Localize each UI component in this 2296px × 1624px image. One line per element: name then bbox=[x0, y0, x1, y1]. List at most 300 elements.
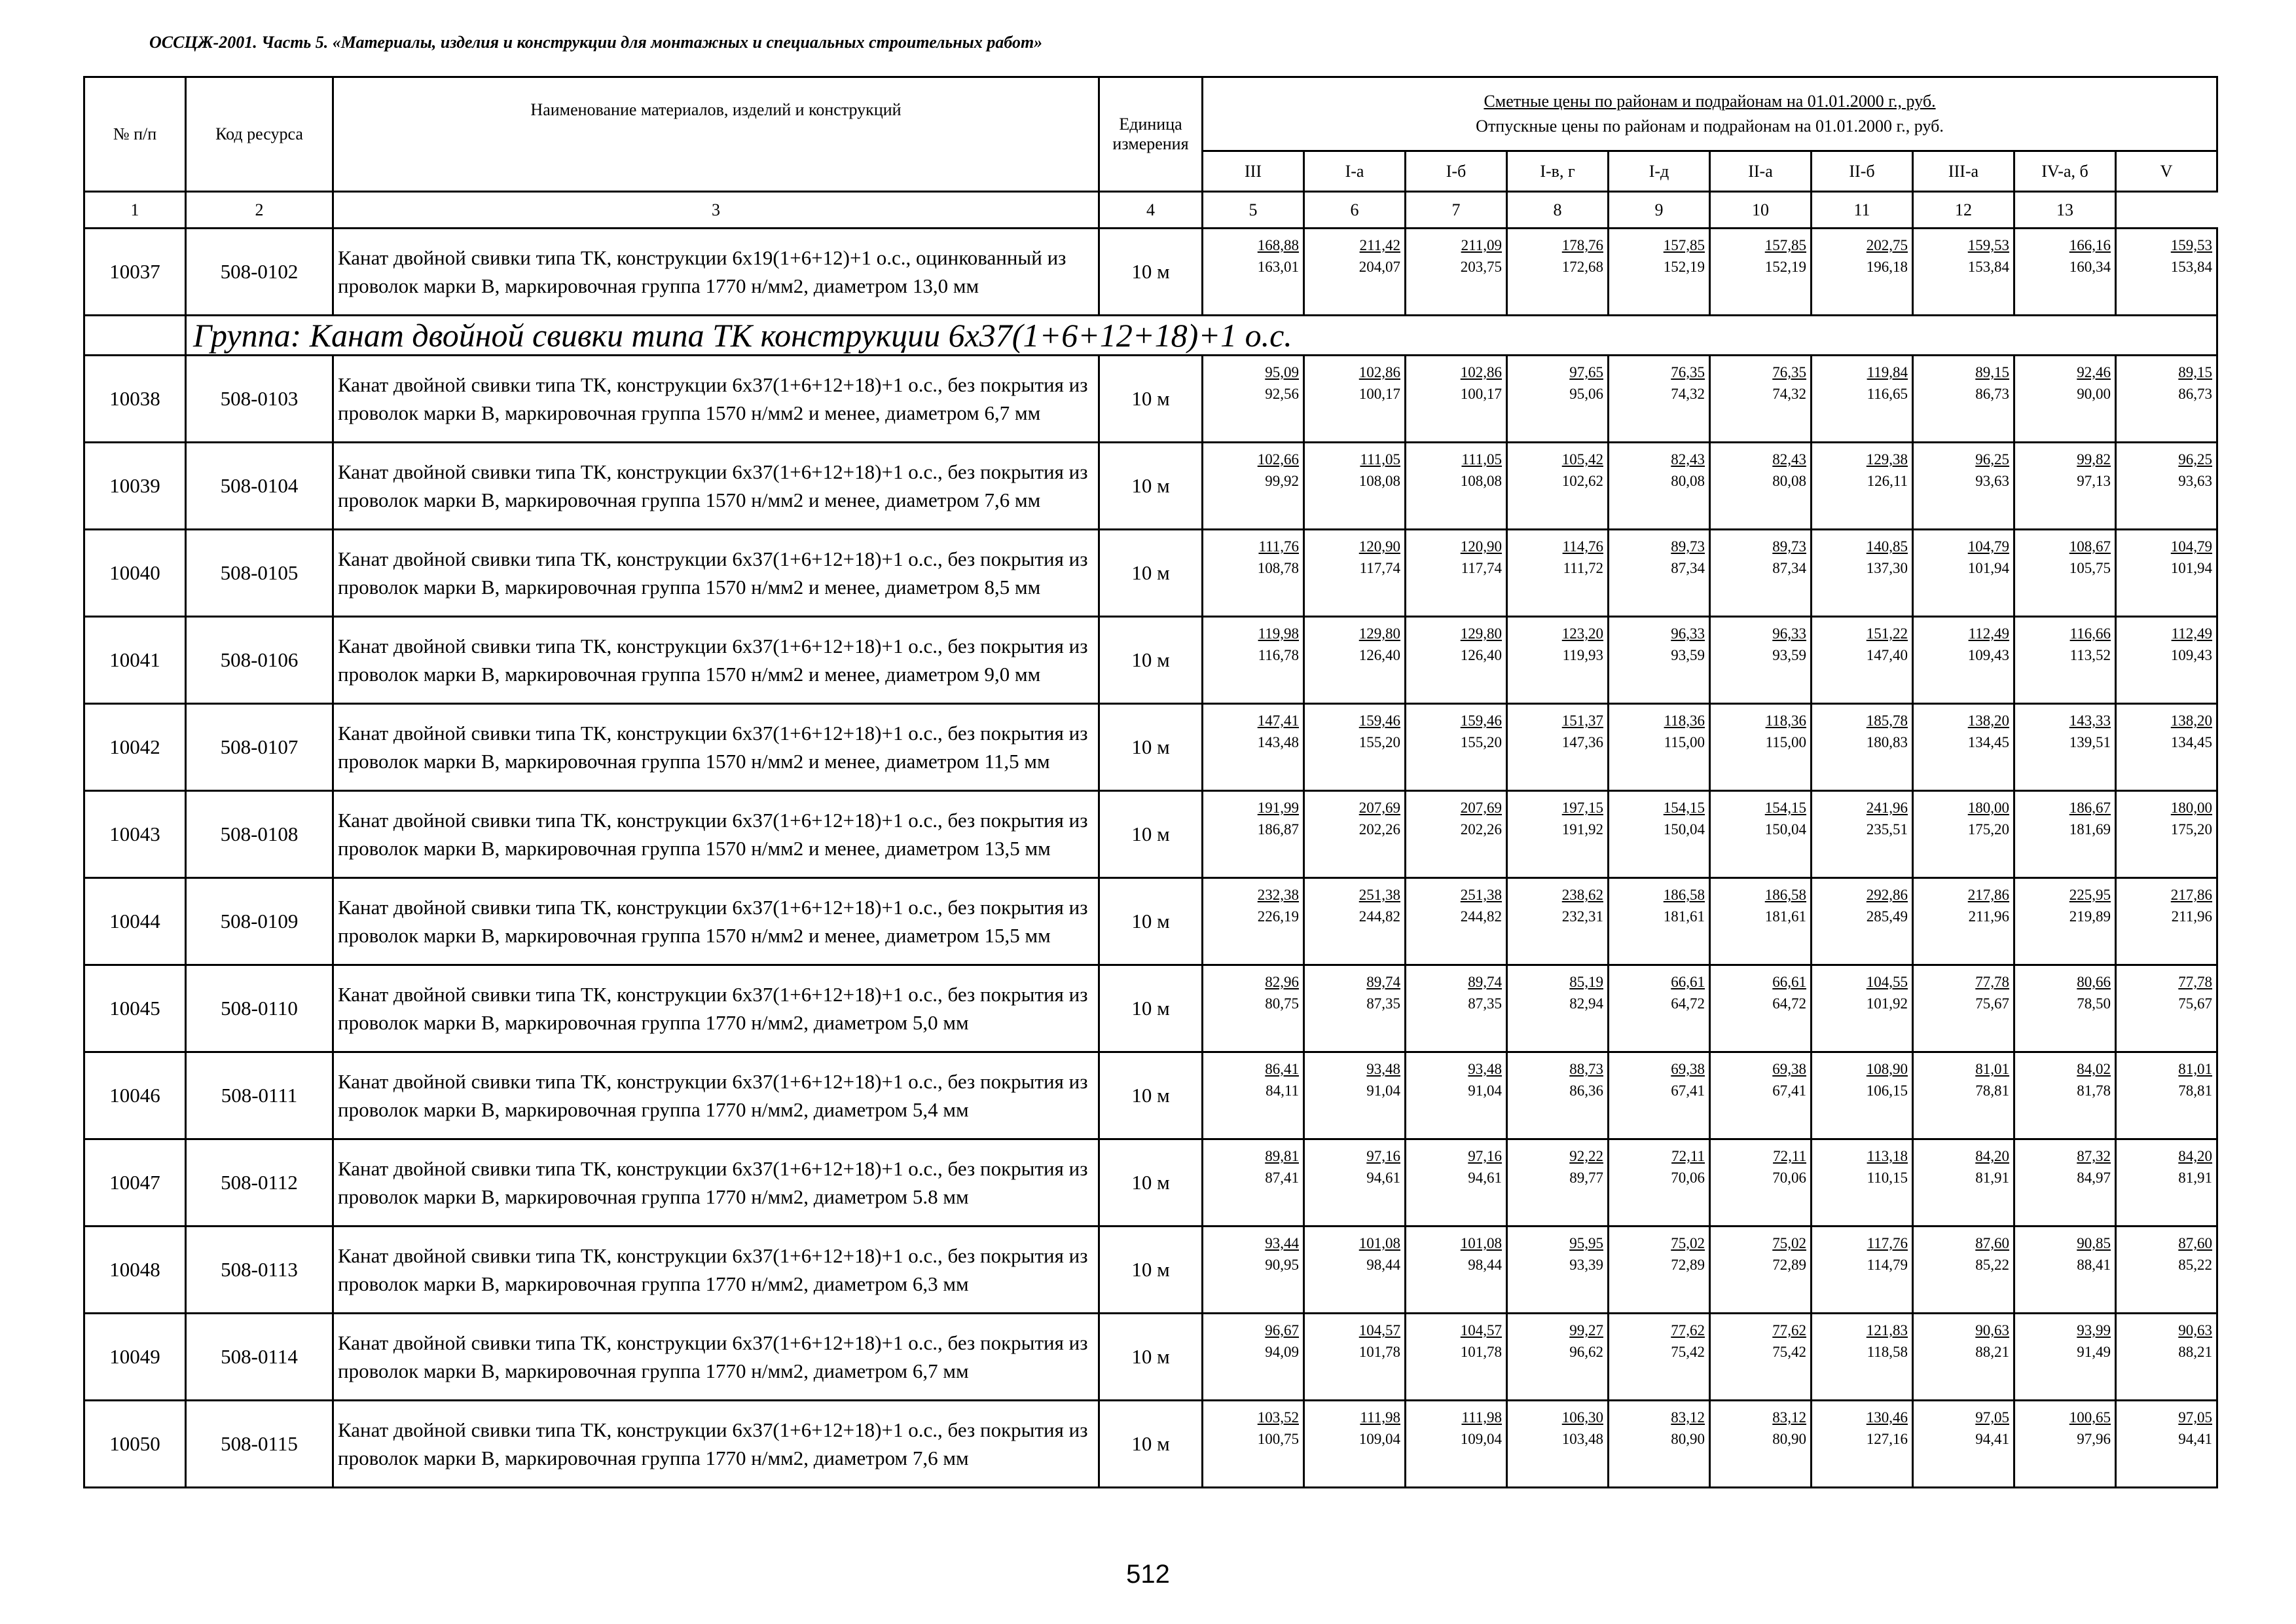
price-cell bbox=[2116, 1227, 2217, 1314]
price-cell bbox=[1507, 791, 1609, 878]
release-price: 244,82 bbox=[1358, 908, 1400, 925]
estimate-price: 95,09 bbox=[1265, 364, 1299, 380]
estimate-price: 111,98 bbox=[1360, 1409, 1400, 1426]
release-price: 67,41 bbox=[1772, 1082, 1806, 1099]
estimate-price: 89,81 bbox=[1265, 1148, 1299, 1164]
price-cell bbox=[1406, 704, 1507, 791]
material-name: Канат двойной свивки типа ТК, конструкции 6х37(1+6+12+18)+1 о.с., без покрытия из проволок марки В, маркировочная группа 1570 н/мм2 и менее, диаметром 8,5 мм bbox=[333, 530, 1099, 617]
row-number: 10041 bbox=[84, 617, 186, 704]
row-number: 10048 bbox=[84, 1227, 186, 1314]
table-row bbox=[84, 1139, 2217, 1227]
estimate-price: 111,98 bbox=[1461, 1409, 1502, 1426]
table-row bbox=[84, 530, 2217, 617]
release-price: 235,51 bbox=[1866, 821, 1908, 838]
estimate-price: 84,02 bbox=[2077, 1061, 2111, 1077]
resource-code: 508-0105 bbox=[186, 530, 333, 617]
estimate-price: 120,90 bbox=[1358, 538, 1400, 555]
price-cell bbox=[1710, 791, 1812, 878]
price-cell bbox=[1304, 878, 1406, 965]
price-cell bbox=[1507, 1314, 1609, 1401]
release-price: 155,20 bbox=[1358, 734, 1400, 750]
page-number: 512 bbox=[1126, 1560, 1170, 1589]
column-number: 4 bbox=[1099, 192, 1203, 229]
price-cell bbox=[1203, 965, 1304, 1052]
price-cell bbox=[2014, 617, 2116, 704]
unit: 10 м bbox=[1099, 704, 1203, 791]
estimate-price: 104,57 bbox=[1358, 1322, 1400, 1338]
estimate-price: 104,55 bbox=[1866, 974, 1908, 990]
price-cell bbox=[1304, 617, 1406, 704]
resource-code: 508-0102 bbox=[186, 229, 333, 316]
price-cell bbox=[1812, 530, 1913, 617]
price-cell bbox=[1304, 1401, 1406, 1488]
price-cell bbox=[1203, 878, 1304, 965]
row-number: 10037 bbox=[84, 229, 186, 316]
material-name: Канат двойной свивки типа ТК, конструкции 6х37(1+6+12+18)+1 о.с., без покрытия из проволок марки В, маркировочная группа 1570 н/мм2 и менее, диаметром 7,6 мм bbox=[333, 443, 1099, 530]
estimate-price: 138,20 bbox=[1967, 712, 2009, 729]
release-price: 186,87 bbox=[1257, 821, 1299, 838]
table-row bbox=[84, 965, 2217, 1052]
resource-code: 508-0113 bbox=[186, 1227, 333, 1314]
material-name: Канат двойной свивки типа ТК, конструкции 6х37(1+6+12+18)+1 о.с., без покрытия из проволок марки В, маркировочная группа 1570 н/мм2 и менее, диаметром 13,5 мм bbox=[333, 791, 1099, 878]
release-price: 109,04 bbox=[1460, 1431, 1502, 1447]
header-name: Наименование материалов, изделий и конструкций bbox=[333, 77, 1099, 192]
estimate-price: 129,80 bbox=[1358, 625, 1400, 642]
column-number: 7 bbox=[1406, 192, 1507, 229]
estimate-price: 87,60 bbox=[1975, 1235, 2009, 1251]
estimate-price: 93,48 bbox=[1468, 1061, 1502, 1077]
price-cell bbox=[1710, 1052, 1812, 1139]
release-price: 97,13 bbox=[2077, 473, 2111, 489]
estimate-price: 89,15 bbox=[2178, 364, 2213, 380]
header-row bbox=[84, 77, 2217, 151]
price-cell bbox=[2014, 530, 2116, 617]
estimate-price: 111,05 bbox=[1461, 451, 1502, 468]
header-prices bbox=[1203, 77, 2217, 151]
estimate-price: 121,83 bbox=[1866, 1322, 1908, 1338]
price-cell bbox=[2116, 617, 2217, 704]
release-price: 86,73 bbox=[2178, 386, 2213, 402]
price-cell bbox=[1507, 1052, 1609, 1139]
release-price: 232,31 bbox=[1561, 908, 1603, 925]
column-number: 11 bbox=[1812, 192, 1913, 229]
release-price: 191,92 bbox=[1561, 821, 1603, 838]
price-cell bbox=[1609, 356, 1710, 443]
estimate-price: 69,38 bbox=[1772, 1061, 1806, 1077]
estimate-price: 76,35 bbox=[1772, 364, 1806, 380]
region-header: I-а bbox=[1304, 151, 1406, 192]
price-cell bbox=[1304, 530, 1406, 617]
unit: 10 м bbox=[1099, 791, 1203, 878]
price-cell bbox=[2014, 356, 2116, 443]
estimate-price: 89,15 bbox=[1975, 364, 2009, 380]
estimate-price: 232,38 bbox=[1257, 887, 1299, 903]
estimate-price: 90,63 bbox=[2178, 1322, 2213, 1338]
material-name: Канат двойной свивки типа ТК, конструкции 6х37(1+6+12+18)+1 о.с., без покрытия из проволок марки В, маркировочная группа 1770 н/мм2, диаметром 5,0 мм bbox=[333, 965, 1099, 1052]
unit: 10 м bbox=[1099, 443, 1203, 530]
release-price: 93,63 bbox=[1975, 473, 2009, 489]
release-price: 101,78 bbox=[1460, 1344, 1502, 1360]
price-cell bbox=[1203, 704, 1304, 791]
release-price: 87,35 bbox=[1468, 995, 1502, 1012]
estimate-price: 86,41 bbox=[1265, 1061, 1299, 1077]
resource-code: 508-0111 bbox=[186, 1052, 333, 1139]
material-name: Канат двойной свивки типа ТК, конструкции 6х37(1+6+12+18)+1 о.с., без покрытия из проволок марки В, маркировочная группа 1570 н/мм2 и менее, диаметром 6,7 мм bbox=[333, 356, 1099, 443]
release-price: 108,08 bbox=[1358, 473, 1400, 489]
release-price: 110,15 bbox=[1867, 1170, 1908, 1186]
release-price: 89,77 bbox=[1569, 1170, 1603, 1186]
estimate-price: 97,65 bbox=[1569, 364, 1603, 380]
price-cell bbox=[1304, 1314, 1406, 1401]
estimate-price: 99,82 bbox=[2077, 451, 2111, 468]
estimate-price: 178,76 bbox=[1561, 237, 1603, 253]
row-number: 10044 bbox=[84, 878, 186, 965]
release-price: 126,11 bbox=[1867, 473, 1908, 489]
estimate-price: 207,69 bbox=[1358, 800, 1400, 816]
estimate-price: 180,00 bbox=[2170, 800, 2213, 816]
estimate-price: 77,78 bbox=[2178, 974, 2213, 990]
estimate-price: 251,38 bbox=[1460, 887, 1502, 903]
estimate-price: 96,33 bbox=[1772, 625, 1806, 642]
estimate-price: 97,05 bbox=[1975, 1409, 2009, 1426]
material-name: Канат двойной свивки типа ТК, конструкции 6х37(1+6+12+18)+1 о.с., без покрытия из проволок марки В, маркировочная группа 1770 н/мм2, диаметром 7,6 мм bbox=[333, 1401, 1099, 1488]
release-price: 94,41 bbox=[1975, 1431, 2009, 1447]
release-price: 147,36 bbox=[1561, 734, 1603, 750]
release-price: 93,39 bbox=[1569, 1257, 1603, 1273]
estimate-price: 159,53 bbox=[2170, 237, 2213, 253]
price-cell bbox=[1812, 229, 1913, 316]
table-row bbox=[84, 443, 2217, 530]
price-cell bbox=[2116, 356, 2217, 443]
unit: 10 м bbox=[1099, 878, 1203, 965]
estimate-price: 119,98 bbox=[1258, 625, 1299, 642]
unit: 10 м bbox=[1099, 356, 1203, 443]
release-price: 113,52 bbox=[2069, 647, 2111, 663]
estimate-price: 97,16 bbox=[1366, 1148, 1400, 1164]
price-cell bbox=[1507, 1401, 1609, 1488]
price-cell bbox=[1609, 530, 1710, 617]
material-name: Канат двойной свивки типа ТК, конструкции 6х37(1+6+12+18)+1 о.с., без покрытия из проволок марки В, маркировочная группа 1770 н/мм2, диаметром 6,7 мм bbox=[333, 1314, 1099, 1401]
release-price: 115,00 bbox=[1765, 734, 1806, 750]
release-price: 75,67 bbox=[1975, 995, 2009, 1012]
price-cell bbox=[1507, 530, 1609, 617]
price-cell bbox=[1913, 1139, 2014, 1227]
estimate-price: 95,95 bbox=[1569, 1235, 1603, 1251]
release-price: 90,95 bbox=[1265, 1257, 1299, 1273]
unit: 10 м bbox=[1099, 965, 1203, 1052]
table-row bbox=[84, 1401, 2217, 1488]
release-price: 116,78 bbox=[1258, 647, 1299, 663]
estimate-price: 75,02 bbox=[1671, 1235, 1705, 1251]
estimate-price: 106,30 bbox=[1561, 1409, 1603, 1426]
estimate-price: 151,37 bbox=[1561, 712, 1603, 729]
price-cell bbox=[1609, 1139, 1710, 1227]
price-cell bbox=[1609, 1052, 1710, 1139]
region-header: I-в, г bbox=[1507, 151, 1609, 192]
price-cell bbox=[1812, 791, 1913, 878]
price-cell bbox=[1913, 878, 2014, 965]
release-price: 153,84 bbox=[2170, 259, 2213, 275]
estimate-price: 154,15 bbox=[1663, 800, 1705, 816]
estimate-price: 77,62 bbox=[1772, 1322, 1806, 1338]
column-number: 2 bbox=[186, 192, 333, 229]
estimate-price: 84,20 bbox=[1975, 1148, 2009, 1164]
estimate-price: 207,69 bbox=[1460, 800, 1502, 816]
price-cell bbox=[1710, 878, 1812, 965]
price-cell bbox=[2014, 1052, 2116, 1139]
price-cell bbox=[1507, 704, 1609, 791]
release-price: 134,45 bbox=[2170, 734, 2213, 750]
estimate-price: 72,11 bbox=[1671, 1148, 1705, 1164]
release-price: 87,35 bbox=[1366, 995, 1400, 1012]
region-header: I-б bbox=[1406, 151, 1507, 192]
release-price: 153,84 bbox=[1967, 259, 2009, 275]
column-number: 10 bbox=[1710, 192, 1812, 229]
release-price: 108,08 bbox=[1460, 473, 1502, 489]
estimate-price: 82,43 bbox=[1671, 451, 1705, 468]
price-cell bbox=[1812, 617, 1913, 704]
estimate-price: 168,88 bbox=[1257, 237, 1299, 253]
region-header: II-б bbox=[1812, 151, 1913, 192]
row-number: 10050 bbox=[84, 1401, 186, 1488]
estimate-price: 105,42 bbox=[1561, 451, 1603, 468]
price-cell bbox=[2116, 530, 2217, 617]
estimate-price: 166,16 bbox=[2069, 237, 2111, 253]
release-price: 204,07 bbox=[1358, 259, 1400, 275]
estimate-price: 130,46 bbox=[1866, 1409, 1908, 1426]
release-price: 93,59 bbox=[1671, 647, 1705, 663]
price-cell bbox=[1304, 1227, 1406, 1314]
release-price: 117,74 bbox=[1461, 560, 1502, 576]
estimate-price: 97,05 bbox=[2178, 1409, 2213, 1426]
release-price: 109,04 bbox=[1358, 1431, 1400, 1447]
estimate-price: 89,73 bbox=[1772, 538, 1806, 555]
estimate-price: 180,00 bbox=[1967, 800, 2009, 816]
release-price: 106,15 bbox=[1866, 1082, 1908, 1099]
release-price: 78,81 bbox=[1975, 1082, 2009, 1099]
estimate-price: 129,80 bbox=[1460, 625, 1502, 642]
release-price: 70,06 bbox=[1772, 1170, 1806, 1186]
group-title: Группа: Канат двойной свивки типа ТК конструкции 6х37(1+6+12+18)+1 о.с. bbox=[186, 316, 2217, 356]
price-cell bbox=[1913, 530, 2014, 617]
release-price: 80,75 bbox=[1265, 995, 1299, 1012]
price-cell bbox=[2014, 229, 2116, 316]
release-price: 109,43 bbox=[1967, 647, 2009, 663]
release-price: 101,92 bbox=[1866, 995, 1908, 1012]
price-cell bbox=[1812, 1227, 1913, 1314]
release-price: 64,72 bbox=[1772, 995, 1806, 1012]
row-number: 10039 bbox=[84, 443, 186, 530]
release-price: 74,32 bbox=[1671, 386, 1705, 402]
row-number: 10038 bbox=[84, 356, 186, 443]
table-row bbox=[84, 1314, 2217, 1401]
price-cell bbox=[2116, 878, 2217, 965]
resource-code: 508-0114 bbox=[186, 1314, 333, 1401]
release-price: 100,75 bbox=[1257, 1431, 1299, 1447]
release-price: 118,58 bbox=[1867, 1344, 1908, 1360]
release-price: 101,94 bbox=[2170, 560, 2213, 576]
header-unit: Единица измерения bbox=[1099, 77, 1203, 192]
estimate-price: 120,90 bbox=[1460, 538, 1502, 555]
release-price: 152,19 bbox=[1663, 259, 1705, 275]
release-price: 102,62 bbox=[1561, 473, 1603, 489]
release-price: 88,41 bbox=[2077, 1257, 2111, 1273]
price-cell bbox=[2116, 1401, 2217, 1488]
price-cell bbox=[2116, 965, 2217, 1052]
estimate-price: 159,46 bbox=[1358, 712, 1400, 729]
price-cell bbox=[1203, 229, 1304, 316]
price-cell bbox=[1812, 878, 1913, 965]
price-cell bbox=[1203, 530, 1304, 617]
release-price: 100,17 bbox=[1358, 386, 1400, 402]
release-price: 81,78 bbox=[2077, 1082, 2111, 1099]
column-number: 8 bbox=[1507, 192, 1609, 229]
price-cell bbox=[1304, 1139, 1406, 1227]
price-cell bbox=[1913, 965, 2014, 1052]
table-row bbox=[84, 617, 2217, 704]
release-price: 97,96 bbox=[2077, 1431, 2111, 1447]
price-cell bbox=[1406, 617, 1507, 704]
estimate-price: 83,12 bbox=[1772, 1409, 1806, 1426]
estimate-price: 147,41 bbox=[1257, 712, 1299, 729]
release-price: 175,20 bbox=[1967, 821, 2009, 838]
price-cell bbox=[1913, 704, 2014, 791]
column-number-row bbox=[84, 192, 2217, 229]
material-name: Канат двойной свивки типа ТК, конструкции 6х37(1+6+12+18)+1 о.с., без покрытия из проволок марки В, маркировочная группа 1570 н/мм2 и менее, диаметром 11,5 мм bbox=[333, 704, 1099, 791]
estimate-price: 217,86 bbox=[1967, 887, 2009, 903]
region-header: III bbox=[1203, 151, 1304, 192]
row-number: 10043 bbox=[84, 791, 186, 878]
estimate-price: 102,86 bbox=[1460, 364, 1502, 380]
release-price: 126,40 bbox=[1358, 647, 1400, 663]
estimate-price: 87,32 bbox=[2077, 1148, 2111, 1164]
estimate-price: 85,19 bbox=[1569, 974, 1603, 990]
price-cell bbox=[1203, 617, 1304, 704]
price-cell bbox=[2014, 1401, 2116, 1488]
estimate-price: 81,01 bbox=[1975, 1061, 2009, 1077]
price-cell bbox=[2116, 791, 2217, 878]
estimate-price: 88,73 bbox=[1569, 1061, 1603, 1077]
estimate-price: 96,25 bbox=[2178, 451, 2213, 468]
release-price: 80,90 bbox=[1671, 1431, 1705, 1447]
estimate-price: 82,96 bbox=[1265, 974, 1299, 990]
unit: 10 м bbox=[1099, 229, 1203, 316]
estimate-price: 96,67 bbox=[1265, 1322, 1299, 1338]
unit: 10 м bbox=[1099, 617, 1203, 704]
column-number: 3 bbox=[333, 192, 1099, 229]
estimate-price: 81,01 bbox=[2178, 1061, 2213, 1077]
region-header: IV-а, б bbox=[2014, 151, 2116, 192]
estimate-price: 76,35 bbox=[1671, 364, 1705, 380]
release-price: 211,96 bbox=[2171, 908, 2213, 925]
estimate-price: 138,20 bbox=[2170, 712, 2213, 729]
resource-code: 508-0108 bbox=[186, 791, 333, 878]
resource-code: 508-0104 bbox=[186, 443, 333, 530]
estimate-price: 157,85 bbox=[1663, 237, 1705, 253]
price-cell bbox=[1406, 443, 1507, 530]
estimate-price: 66,61 bbox=[1671, 974, 1705, 990]
row-number: 10042 bbox=[84, 704, 186, 791]
material-name: Канат двойной свивки типа ТК, конструкции 6х37(1+6+12+18)+1 о.с., без покрытия из проволок марки В, маркировочная группа 1770 н/мм2, диаметром 5.8 мм bbox=[333, 1139, 1099, 1227]
release-price: 99,92 bbox=[1265, 473, 1299, 489]
estimate-price: 66,61 bbox=[1772, 974, 1806, 990]
release-price: 98,44 bbox=[1468, 1257, 1502, 1273]
price-cell bbox=[1304, 229, 1406, 316]
column-number: 5 bbox=[1203, 192, 1304, 229]
release-price: 78,50 bbox=[2077, 995, 2111, 1012]
unit: 10 м bbox=[1099, 1401, 1203, 1488]
material-name: Канат двойной свивки типа ТК, конструкции 6х37(1+6+12+18)+1 о.с., без покрытия из проволок марки В, маркировочная группа 1770 н/мм2, диаметром 5,4 мм bbox=[333, 1052, 1099, 1139]
release-price: 84,11 bbox=[1266, 1082, 1299, 1099]
release-price: 226,19 bbox=[1257, 908, 1299, 925]
estimate-price: 185,78 bbox=[1866, 712, 1908, 729]
release-price: 96,62 bbox=[1569, 1344, 1603, 1360]
release-price: 175,20 bbox=[2170, 821, 2213, 838]
release-price: 74,32 bbox=[1772, 386, 1806, 402]
running-head: ОССЦЖ-2001. Часть 5. «Материалы, изделия и конструкции для монтажных и специальных строительных работ» bbox=[149, 33, 1043, 52]
estimate-price: 186,67 bbox=[2069, 800, 2111, 816]
release-price: 100,17 bbox=[1460, 386, 1502, 402]
estimate-price: 118,36 bbox=[1765, 712, 1806, 729]
unit: 10 м bbox=[1099, 1052, 1203, 1139]
estimate-price: 159,46 bbox=[1460, 712, 1502, 729]
release-price: 92,56 bbox=[1265, 386, 1299, 402]
release-price: 181,61 bbox=[1663, 908, 1705, 925]
release-price: 134,45 bbox=[1967, 734, 2009, 750]
header-prices-release: Отпускные цены по районам и подрайонам на 01.01.2000 г., руб. bbox=[1476, 117, 1944, 136]
column-number: 1 bbox=[84, 192, 186, 229]
row-number: 10040 bbox=[84, 530, 186, 617]
estimate-price: 84,20 bbox=[2178, 1148, 2213, 1164]
price-cell bbox=[1913, 356, 2014, 443]
price-cell bbox=[2116, 1314, 2217, 1401]
estimate-price: 217,86 bbox=[2170, 887, 2213, 903]
release-price: 115,00 bbox=[1664, 734, 1705, 750]
estimate-price: 102,86 bbox=[1358, 364, 1400, 380]
price-cell bbox=[2116, 1139, 2217, 1227]
estimate-price: 113,18 bbox=[1867, 1148, 1908, 1164]
estimate-price: 96,33 bbox=[1671, 625, 1705, 642]
price-cell bbox=[1710, 965, 1812, 1052]
price-cell bbox=[1203, 791, 1304, 878]
region-header: I-д bbox=[1609, 151, 1710, 192]
resource-code: 508-0109 bbox=[186, 878, 333, 965]
estimate-price: 197,15 bbox=[1561, 800, 1603, 816]
estimate-price: 140,85 bbox=[1866, 538, 1908, 555]
estimate-price: 159,53 bbox=[1967, 237, 2009, 253]
estimate-price: 108,90 bbox=[1866, 1061, 1908, 1077]
release-price: 101,94 bbox=[1967, 560, 2009, 576]
price-cell bbox=[1812, 443, 1913, 530]
price-cell bbox=[1507, 965, 1609, 1052]
estimate-price: 129,38 bbox=[1866, 451, 1908, 468]
estimate-price: 93,99 bbox=[2077, 1322, 2111, 1338]
price-cell bbox=[1304, 356, 1406, 443]
price-cell bbox=[1507, 229, 1609, 316]
release-price: 139,51 bbox=[2069, 734, 2111, 750]
price-cell bbox=[2116, 704, 2217, 791]
release-price: 91,04 bbox=[1468, 1082, 1502, 1099]
table-row bbox=[84, 791, 2217, 878]
region-header: III-а bbox=[1913, 151, 2014, 192]
release-price: 93,63 bbox=[2178, 473, 2213, 489]
estimate-price: 97,16 bbox=[1468, 1148, 1502, 1164]
release-price: 126,40 bbox=[1460, 647, 1502, 663]
estimate-price: 99,27 bbox=[1569, 1322, 1603, 1338]
release-price: 93,59 bbox=[1772, 647, 1806, 663]
price-cell bbox=[1812, 356, 1913, 443]
price-cell bbox=[1304, 791, 1406, 878]
